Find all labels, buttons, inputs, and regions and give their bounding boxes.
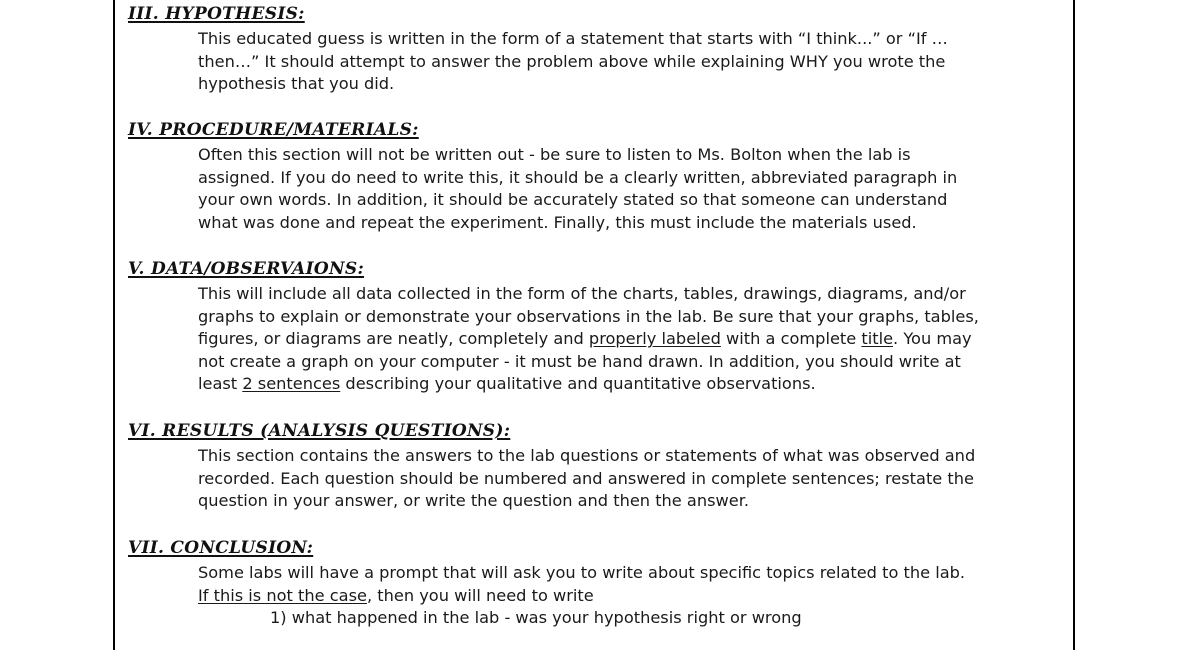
results-heading: VI. RESULTS (ANALYSIS QUESTIONS):: [128, 421, 511, 441]
conclusion-line: [198, 585, 1068, 608]
procedure-line: what was done and repeat the experiment. Finally, this must include the materials used.: [198, 212, 917, 232]
data-line: [198, 373, 1068, 396]
procedure-line: your own words. In addition, it should be accurately stated so that someone can understand: [198, 190, 948, 210]
data-paragraph: [198, 283, 1068, 396]
conclusion-line: Some labs will have a prompt that will ask you to write about specific topics related to the lab.: [198, 563, 966, 582]
procedure-line: assigned. If you do need to write this, it should be a clearly written, abbreviated paragraph in: [198, 167, 958, 187]
procedure-heading: IV. PROCEDURE/MATERIALS:: [128, 120, 419, 140]
hypothesis-line: This educated guess is written in the form of a statement that starts with “I think...” or “If …: [198, 29, 948, 48]
data-text: describing your qualitative and quantitative observations.: [340, 374, 816, 394]
procedure-line: Often this section will not be written out - be sure to listen to Ms. Bolton when the lab is: [198, 145, 911, 164]
data-heading: V. DATA/OBSERVAIONS:: [128, 259, 365, 279]
data-line: This will include all data collected in the form of the charts, tables, drawings, diagrams, and/or: [198, 284, 966, 303]
hypothesis-line: hypothesis that you did.: [198, 74, 395, 94]
data-text: figures, or diagrams are neatly, completely and: [198, 329, 589, 349]
results-line: question in your answer, or write the question and then the answer.: [198, 491, 750, 511]
emphasis-title: title: [861, 329, 894, 349]
conclusion-list-item: 1) what happened in the lab - was your hypothesis right or wrong: [270, 608, 802, 628]
hypothesis-heading: III. HYPOTHESIS:: [128, 4, 305, 24]
emphasis-not-the-case: If this is not the case: [198, 585, 367, 605]
hypothesis-line: then…” It should attempt to answer the problem above while explaining WHY you wrote the: [198, 51, 946, 71]
conclusion-paragraph: [198, 562, 1068, 630]
conclusion-heading: VII. CONCLUSION:: [128, 538, 314, 558]
data-line: [198, 328, 1068, 351]
data-text: . You may: [893, 329, 972, 349]
data-line: graphs to explain or demonstrate your observations in the lab. Be sure that your graphs, tables,: [198, 306, 979, 326]
results-paragraph: [198, 445, 1068, 513]
data-line: not create a graph on your computer - it must be hand drawn. In addition, you should write at: [198, 351, 961, 371]
emphasis-properly-labeled: properly labeled: [588, 329, 721, 349]
data-text: with a complete: [720, 329, 862, 349]
results-line: recorded. Each question should be numbered and answered in complete sentences; restate the: [198, 468, 974, 488]
hypothesis-paragraph: [198, 28, 1068, 96]
conclusion-text: , then you will need to write: [366, 585, 594, 605]
results-line: This section contains the answers to the lab questions or statements of what was observed and: [198, 446, 976, 465]
emphasis-two-sentences: 2 sentences: [242, 374, 341, 394]
procedure-paragraph: [198, 144, 1068, 234]
data-text: least: [198, 374, 243, 394]
